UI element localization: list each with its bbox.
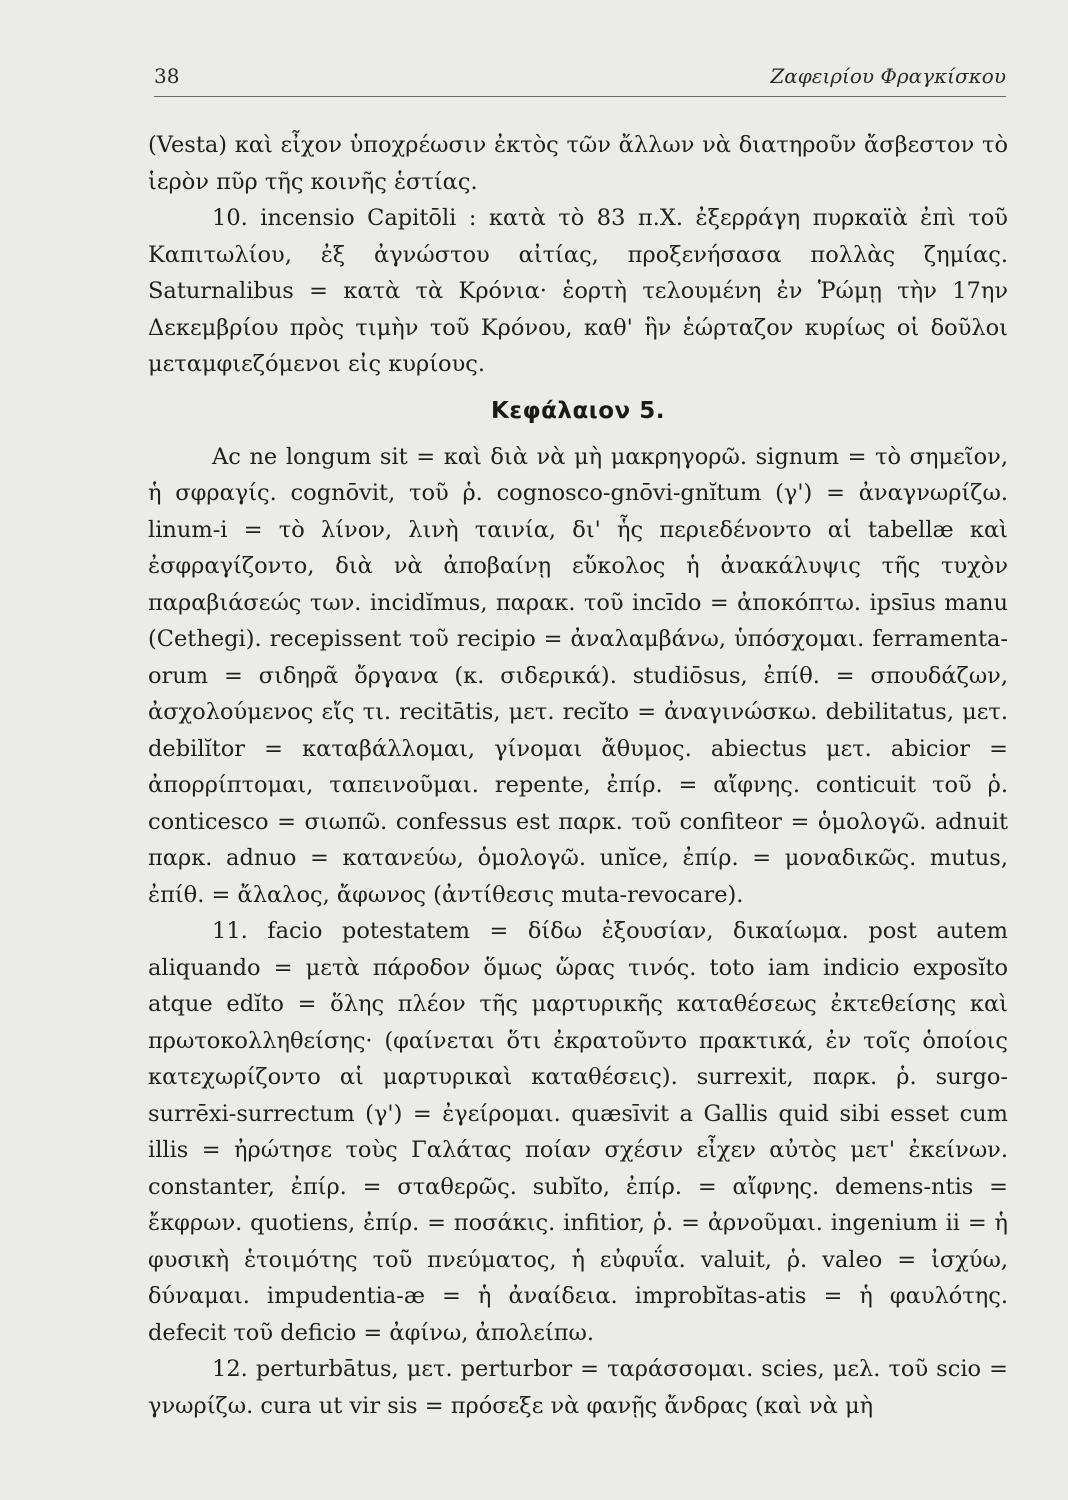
page-header xyxy=(154,64,1006,97)
paragraph-ac-ne-longum: Ac ne longum sit = καὶ διὰ νὰ μὴ μακρηγορῶ. signum = τὸ σημεῖον, ἡ σφραγίς. cognōvit, τοῦ ῥ. cognosco-gnōvi-gnĭtum (γ') = ἀναγνωρίζω. linum-i = τὸ λίνον, λινὴ ταινία, δι' ἧς περιεδένοντο αἱ tabellæ καὶ ἐσφραγίζοντο, διὰ νὰ ἀποβαίνῃ εὔκολος ἡ ἀνακάλυψις τῆς τυχὸν παραβιάσεώς των. incidĭmus, παρακ. τοῦ incīdo = ἀποκόπτω. ipsīus manu (Cethegi). recepissent τοῦ recipio = ἀναλαμβάνω, ὑπόσχομαι. ferramenta-orum = σιδηρᾶ ὄργανα (κ. σιδερικά). studiōsus, ἐπίθ. = σπουδάζων, ἀσχολούμενος εἴς τι. recitātis, μετ. recĭto = ἀναγινώσκω. debilitatus, μετ. debilĭtor = καταβάλλομαι, γίνομαι ἄθυμος. abiectus μετ. abicior = ἀπορρίπτομαι, ταπεινοῦμαι. repente, ἐπίρ. = αἴφνης. conticuit τοῦ ῥ. conticesco = σιωπῶ. confessus est παρκ. τοῦ confiteor = ὁμολογῶ. adnuit παρκ. adnuo = κατανεύω, ὁμολογῶ. unĭce, ἐπίρ. = μοναδικῶς. mutus, ἐπίθ. = ἄλαλος, ἄφωνος (ἀντίθεσις muta-revocare). xyxy=(148,443,1008,908)
paragraph-vesta: (Vesta) καὶ εἶχον ὑποχρέωσιν ἐκτὸς τῶν ἄλλων νὰ διατηροῦν ἄσβεστον τὸ ἱερὸν πῦρ τῆς κοινῆς ἑστίας. xyxy=(148,132,1008,195)
page-number: 38 xyxy=(154,64,180,88)
chapter-title: Κεφάλαιον 5. xyxy=(491,397,665,424)
paragraph-10: 10. incensio Capitōli : κατὰ τὸ 83 π.Χ. ἐξερράγη πυρκαϊὰ ἐπὶ τοῦ Καπιτωλίου, ἐξ ἀγνώστου αἰτίας, προξενήσασα πολλὰς ζημίας. Saturnalibus = κατὰ τὰ Κρόνια· ἑορτὴ τελουμένη ἐν Ῥώμῃ τὴν 17ην Δεκεμβρίου πρὸς τιμὴν τοῦ Κρόνου, καθ' ἣν ἑώρταζον κυρίως οἱ δοῦλοι μεταμφιεζόμενοι εἰς κυρίους. xyxy=(148,205,1008,377)
page-body xyxy=(148,127,1008,1424)
paragraph-11: 11. facio potestatem = δίδω ἐξουσίαν, δικαίωμα. post autem aliquando = μετὰ πάροδον ὅμως ὥρας τινός. toto iam indicio exposĭto atque edĭto = ὅλης πλέον τῆς μαρτυρικῆς καταθέσεως ἐκτεθείσης καὶ πρωτοκολληθείσης· (φαίνεται ὅτι ἐκρατοῦντο πρακτικά, ἐν τοῖς ὁποίοις κατεχωρίζοντο αἱ μαρτυρικαὶ καταθέσεις). surrexit, παρκ. ῥ. surgo-surrēxi-surrectum (γ') = ἐγείρομαι. quæsīvit a Gallis quid sibi esset cum illis = ἠρώτησε τοὺς Γαλάτας ποίαν σχέσιν εἶχεν αὐτὸς μετ' ἐκείνων. constanter, ἐπίρ. = σταθερῶς. subĭto, ἐπίρ. = αἴφνης. demens-ntis = ἔκφρων. quotiens, ἐπίρ. = ποσάκις. infitior, ῥ. = ἀρνοῦμαι. ingenium ii = ἡ φυσικὴ ἑτοιμότης τοῦ πνεύματος, ἡ εὐφυΐα. valuit, ῥ. valeo = ἰσχύω, δύναμαι. impudentia-æ = ἡ ἀναίδεια. improbĭtas-atis = ἡ φαυλότης. defecit τοῦ deficio = ἀφίνω, ἀπολείπω. xyxy=(148,918,1008,1346)
running-head: Ζαφειρίου Φραγκίσκου xyxy=(770,64,1006,88)
paragraph-12: 12. perturbātus, μετ. perturbor = ταράσσομαι. scies, μελ. τοῦ scio = γνωρίζω. cura ut vir sis = πρόσεξε νὰ φανῇς ἄνδρας (καὶ νὰ μὴ xyxy=(148,1356,1008,1419)
